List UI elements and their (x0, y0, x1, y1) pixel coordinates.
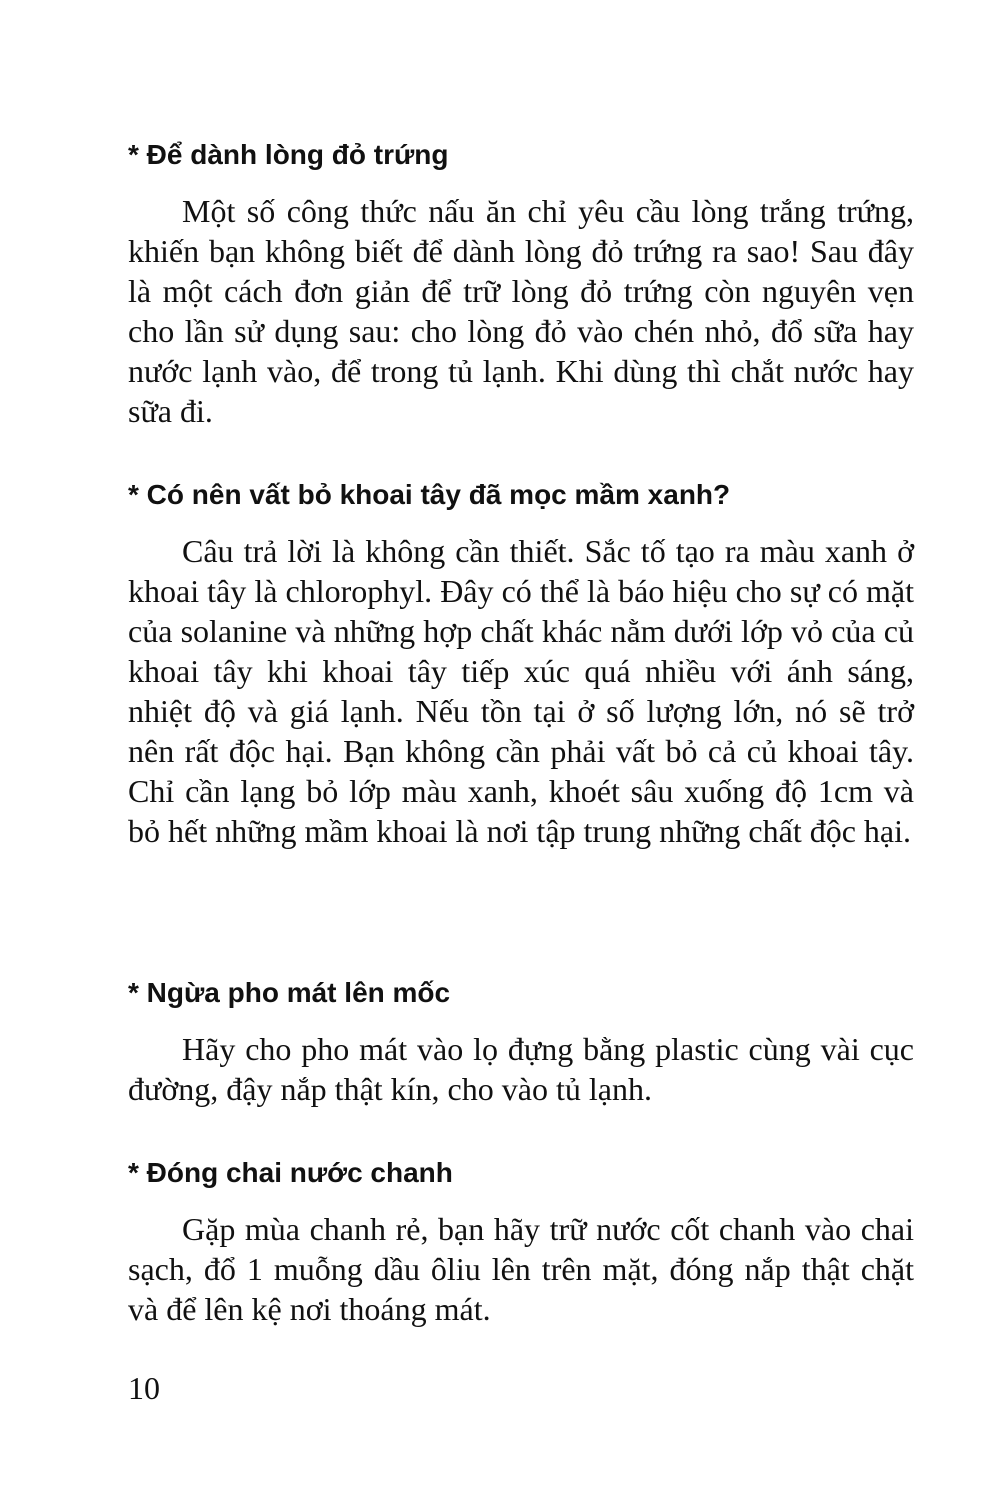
section-heading-egg-yolk: * Để dành lòng đỏ trứng (128, 139, 449, 170)
section-body-egg-yolk: Một số công thức nấu ăn chỉ yêu cầu lòng trắng trứng, khiến bạn không biết để dành lòng đỏ trứng ra sao! Sau đây là một cách đơn giản để trữ lòng đỏ trứng còn nguyên vẹn cho lần sử dụng sau: cho lòng đỏ vào chén nhỏ, đổ sữa hay nước lạnh vào, để trong tủ lạnh. Khi dùng thì chắt nước hay sữa đi. (128, 193, 914, 429)
page-number: 10 (128, 1370, 160, 1406)
section-body-lemon: Gặp mùa chanh rẻ, bạn hãy trữ nước cốt chanh vào chai sạch, đổ 1 muỗng dầu ôliu lên trên mặt, đóng nắp thật chặt và để lên kệ nơi thoáng mát. (128, 1211, 914, 1327)
section-body-cheese: Hãy cho pho mát vào lọ đựng bằng plastic cùng vài cục đường, đậy nắp thật kín, cho vào tủ lạnh. (128, 1031, 914, 1107)
section-heading-cheese: * Ngừa pho mát lên mốc (128, 977, 451, 1008)
section-body-potato: Câu trả lời là không cần thiết. Sắc tố tạo ra màu xanh ở khoai tây là chlorophyl. Đây có thể là báo hiệu cho sự có mặt của solanine và những hợp chất khác nằm dưới lớp vỏ của củ khoai tây khi khoai tây tiếp xúc quá nhiều với ánh sáng, nhiệt độ và giá lạnh. Nếu tồn tại ở số lượng lớn, nó sẽ trở nên rất độc hại. Bạn không cần phải vất bỏ cả củ khoai tây. Chỉ cần lạng bỏ lớp màu xanh, khoét sâu xuống độ 1cm và bỏ hết những mầm khoai là nơi tập trung những chất độc hại. (128, 533, 914, 849)
section-heading-lemon: * Đóng chai nước chanh (128, 1157, 453, 1188)
section-heading-potato: * Có nên vất bỏ khoai tây đã mọc mầm xanh? (128, 479, 731, 510)
